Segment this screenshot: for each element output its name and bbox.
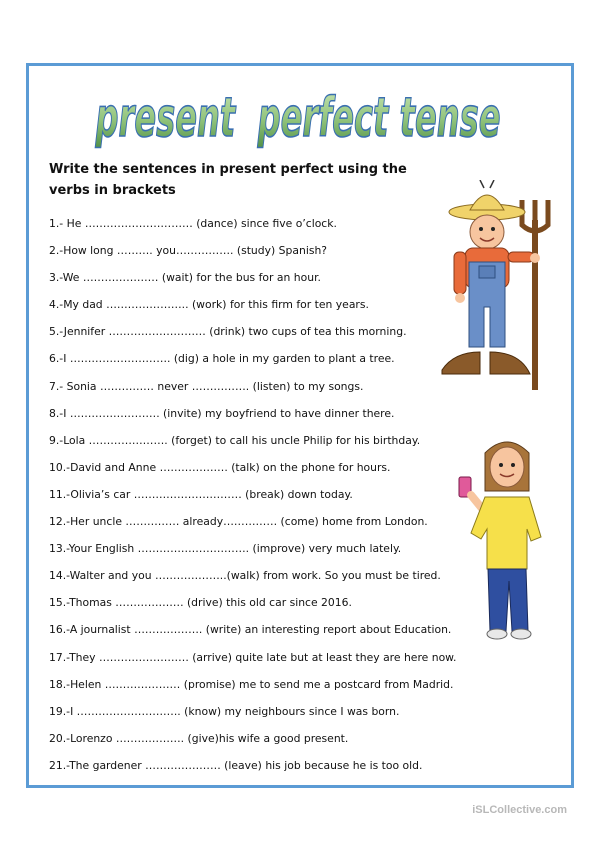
list-item: 7.- Sonia …………… never ……………. (listen) to my songs. [49,379,364,393]
list-item: 21.-The gardener ………………… (leave) his job because he is too old. [49,758,423,772]
list-item: 4.-My dad ………………….. (work) for this firm for ten years. [49,298,369,312]
instructions: Write the sentences in present perfect using the verbs in brackets [49,162,407,198]
list-item: 6.-I ………………………. (dig) a hole in my garden to plant a tree. [49,352,395,366]
farmer-illustration [432,180,572,390]
list-item: 3.-We ………………… (wait) for the bus for an hour. [49,271,321,285]
list-item: 8.-I ……………………. (invite) my boyfriend to have dinner there. [49,406,395,420]
list-item: 11.-Olivia’s car ………………………… (break) down today. [49,487,353,501]
list-item: 10.-David and Anne ………………. (talk) on the phone for hours. [49,460,391,474]
list-item: 16.-A journalist ………………. (write) an interesting report about Education. [49,623,452,637]
list-item: 17.-They ……………………. (arrive) quite late but at least they are here now. [49,650,457,664]
list-item: 18.-Helen ………………… (promise) me to send me a postcard from Madrid. [49,677,454,691]
list-item: 1.- He ………………………… (dance) since five o’clock. [49,217,337,230]
list-item: 2.-How long ………. you……………. (study) Spanish? [49,244,328,258]
list-item: 12.-Her uncle …………… already…………… (come) home from London. [49,515,428,529]
list-item: 14.-Walter and you ………………..(walk) from work. So you must be tired. [49,569,441,583]
list-item: 9.-Lola …………………. (forget) to call his uncle Philip for his birthday. [49,433,421,447]
list-item: 15.-Thomas ………………. (drive) this old car since 2016. [49,596,352,610]
list-item: 5.-Jennifer ……………………… (drink) two cups of tea this morning. [49,325,407,339]
title-text: present perfect tense [94,86,501,149]
sentence-list [49,210,457,779]
worksheet-title [88,78,508,158]
watermark: iSLCollective.com [472,804,567,816]
list-item: 20.-Lorenzo ………………. (give)his wife a good present. [49,731,349,745]
list-item: 13.-Your English …………………………. (improve) very much lately. [49,542,402,556]
list-item: 19.-I ……………………….. (know) my neighbours since I was born. [49,704,400,718]
girl-illustration [455,435,565,640]
